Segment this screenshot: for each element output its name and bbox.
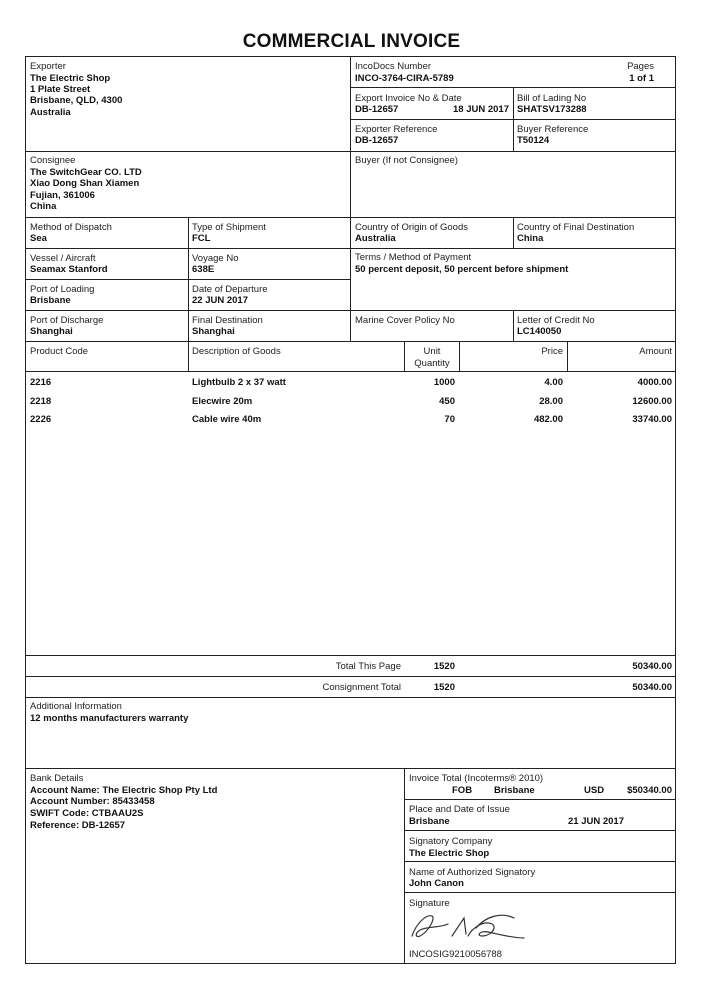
date-of-issue: 21 JUN 2017 bbox=[568, 816, 624, 827]
pages-label: Pages bbox=[627, 61, 654, 72]
row-price: 28.00 bbox=[539, 396, 563, 407]
column-header-amount: Amount bbox=[639, 346, 672, 357]
vessel-value: Seamax Stanford bbox=[30, 264, 108, 275]
divider bbox=[513, 217, 514, 248]
divider bbox=[513, 310, 514, 341]
bank-detail-line: Account Name: The Electric Shop Pty Ltd bbox=[30, 785, 218, 796]
bill-of-lading-label: Bill of Lading No bbox=[517, 93, 587, 104]
divider bbox=[25, 371, 676, 372]
row-quantity: 1000 bbox=[433, 377, 455, 388]
bank-detail-line: Account Number: 85433458 bbox=[30, 796, 155, 807]
buyer-reference-label: Buyer Reference bbox=[517, 124, 589, 135]
final-destination-value: Shanghai bbox=[192, 326, 235, 337]
row-price: 4.00 bbox=[544, 377, 563, 388]
bank-details-label: Bank Details bbox=[30, 773, 84, 784]
final-destination-label: Final Destination bbox=[192, 315, 263, 326]
exporter-line: The Electric Shop bbox=[30, 73, 111, 84]
export-invoice-number: DB-12657 bbox=[355, 104, 399, 115]
exporter-line: Brisbane, QLD, 4300 bbox=[30, 95, 123, 106]
port-of-loading-value: Brisbane bbox=[30, 295, 71, 306]
additional-info-value: 12 months manufacturers warranty bbox=[30, 713, 189, 724]
divider bbox=[567, 341, 568, 371]
date-of-departure-label: Date of Departure bbox=[192, 284, 268, 295]
divider bbox=[404, 830, 676, 831]
total-this-page-quantity: 1520 bbox=[433, 661, 455, 672]
consignment-total-label: Consignment Total bbox=[322, 682, 401, 693]
country-of-origin-value: Australia bbox=[355, 233, 396, 244]
total-this-page-label: Total This Page bbox=[335, 661, 401, 672]
consignee-line: Fujian, 361006 bbox=[30, 190, 95, 201]
invoice-total-amount: $50340.00 bbox=[627, 785, 672, 796]
vessel-label: Vessel / Aircraft bbox=[30, 253, 96, 264]
letter-of-credit-label: Letter of Credit No bbox=[517, 315, 595, 326]
divider bbox=[404, 892, 676, 893]
row-product-code: 2218 bbox=[30, 396, 52, 407]
row-amount: 4000.00 bbox=[637, 377, 672, 388]
column-header-unit: Unit bbox=[423, 346, 441, 357]
bank-detail-line: Reference: DB-12657 bbox=[30, 820, 126, 831]
row-quantity: 450 bbox=[439, 396, 455, 407]
signature-image bbox=[406, 906, 536, 946]
export-invoice-label: Export Invoice No & Date bbox=[355, 93, 462, 104]
consignee-line: China bbox=[30, 201, 57, 212]
row-quantity: 70 bbox=[444, 414, 455, 425]
consignee-label: Consignee bbox=[30, 155, 76, 166]
divider bbox=[404, 799, 676, 800]
row-description: Elecwire 20m bbox=[192, 396, 253, 407]
column-header-unit-quantity bbox=[405, 346, 459, 369]
exporter-reference-value: DB-12657 bbox=[355, 135, 399, 146]
divider bbox=[25, 676, 676, 677]
place-date-issue-label: Place and Date of Issue bbox=[409, 804, 510, 815]
consignee-line: The SwitchGear CO. LTD bbox=[30, 167, 142, 178]
row-description: Lightbulb 2 x 37 watt bbox=[192, 377, 286, 388]
type-of-shipment-value: FCL bbox=[192, 233, 211, 244]
bank-detail-line: SWIFT Code: CTBAAU2S bbox=[30, 808, 144, 819]
voyage-value: 638E bbox=[192, 264, 215, 275]
row-amount: 12600.00 bbox=[632, 396, 672, 407]
incodocs-number: INCO-3764-CIRA-5789 bbox=[355, 73, 454, 84]
terms-label: Terms / Method of Payment bbox=[355, 252, 472, 263]
port-of-discharge-value: Shanghai bbox=[30, 326, 73, 337]
bill-of-lading-value: SHATSV173288 bbox=[517, 104, 587, 115]
place-of-issue: Brisbane bbox=[409, 816, 450, 827]
terms-value: 50 percent deposit, 50 percent before shipment bbox=[355, 264, 569, 275]
divider bbox=[404, 861, 676, 862]
country-of-destination-value: China bbox=[517, 233, 544, 244]
country-of-destination-label: Country of Final Destination bbox=[517, 222, 635, 233]
divider bbox=[25, 697, 676, 698]
column-header-description: Description of Goods bbox=[192, 346, 281, 357]
date-of-departure-value: 22 JUN 2017 bbox=[192, 295, 248, 306]
authorized-signatory-value: John Canon bbox=[409, 878, 464, 889]
buyer-reference-value: T50124 bbox=[517, 135, 550, 146]
column-header-price: Price bbox=[541, 346, 563, 357]
column-header-product-code: Product Code bbox=[30, 346, 89, 357]
row-product-code: 2216 bbox=[30, 377, 52, 388]
exporter-line: 1 Plate Street bbox=[30, 84, 91, 95]
column-header-quantity: Quantity bbox=[414, 357, 450, 369]
letter-of-credit-value: LC140050 bbox=[517, 326, 562, 337]
signature-label: Signature bbox=[409, 898, 450, 909]
invoice-total-incoterm: FOB bbox=[452, 785, 473, 796]
type-of-shipment-label: Type of Shipment bbox=[192, 222, 266, 233]
divider bbox=[25, 310, 676, 311]
invoice-total-currency: USD bbox=[584, 785, 605, 796]
divider bbox=[459, 341, 460, 371]
divider bbox=[25, 768, 676, 769]
consignee-line: Xiao Dong Shan Xiamen bbox=[30, 178, 140, 189]
total-this-page-amount: 50340.00 bbox=[632, 661, 672, 672]
divider bbox=[25, 151, 676, 152]
country-of-origin-label: Country of Origin of Goods bbox=[355, 222, 468, 233]
divider bbox=[25, 248, 676, 249]
incodocs-label: IncoDocs Number bbox=[355, 61, 432, 72]
row-description: Cable wire 40m bbox=[192, 414, 262, 425]
divider bbox=[25, 217, 676, 218]
divider bbox=[25, 655, 676, 656]
divider bbox=[404, 768, 405, 964]
divider bbox=[188, 341, 189, 371]
consignment-total-quantity: 1520 bbox=[433, 682, 455, 693]
pages-value: 1 of 1 bbox=[629, 73, 654, 84]
row-price: 482.00 bbox=[533, 414, 563, 425]
row-product-code: 2226 bbox=[30, 414, 52, 425]
invoice-total-place: Brisbane bbox=[494, 785, 535, 796]
method-of-dispatch-value: Sea bbox=[30, 233, 47, 244]
additional-info-label: Additional Information bbox=[30, 701, 122, 712]
export-invoice-date: 18 JUN 2017 bbox=[453, 104, 509, 115]
divider bbox=[25, 279, 350, 280]
row-amount: 33740.00 bbox=[632, 414, 672, 425]
port-of-loading-label: Port of Loading bbox=[30, 284, 95, 295]
marine-cover-label: Marine Cover Policy No bbox=[355, 315, 455, 326]
signatory-company-value: The Electric Shop bbox=[409, 848, 490, 859]
document-title: COMMERCIAL INVOICE bbox=[242, 31, 461, 52]
exporter-reference-label: Exporter Reference bbox=[355, 124, 438, 135]
divider bbox=[25, 341, 676, 342]
exporter-line: Australia bbox=[30, 107, 71, 118]
authorized-signatory-label: Name of Authorized Signatory bbox=[409, 867, 536, 878]
buyer-label: Buyer (If not Consignee) bbox=[355, 155, 458, 166]
consignment-total-amount: 50340.00 bbox=[632, 682, 672, 693]
voyage-label: Voyage No bbox=[192, 253, 239, 264]
divider bbox=[350, 56, 351, 341]
method-of-dispatch-label: Method of Dispatch bbox=[30, 222, 112, 233]
signatory-company-label: Signatory Company bbox=[409, 836, 493, 847]
exporter-label: Exporter bbox=[30, 61, 66, 72]
invoice-total-label: Invoice Total (Incoterms® 2010) bbox=[409, 773, 544, 784]
divider bbox=[350, 119, 676, 120]
port-of-discharge-label: Port of Discharge bbox=[30, 315, 104, 326]
signature-code: INCOSIG9210056788 bbox=[409, 949, 502, 960]
